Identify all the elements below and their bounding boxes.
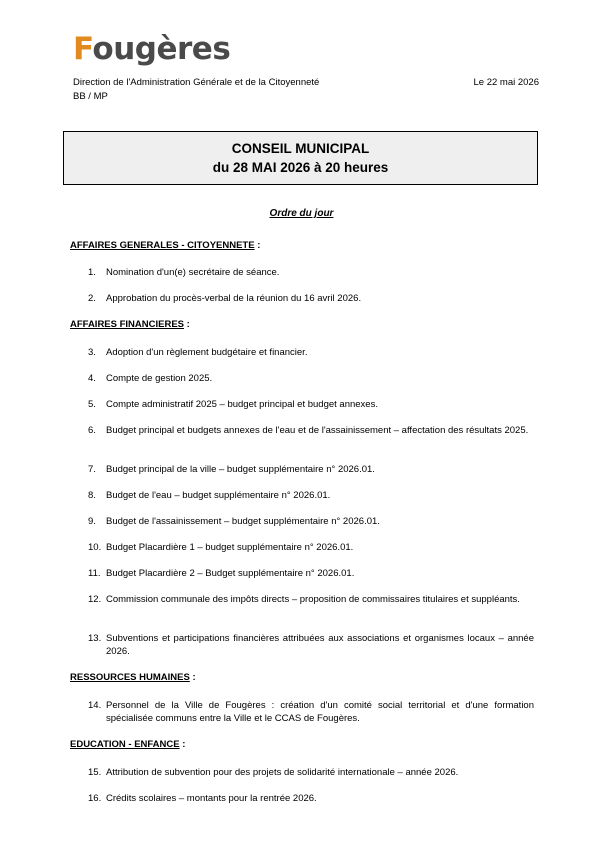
agenda-title: Ordre du jour	[269, 208, 334, 219]
item-number: 16.	[88, 793, 102, 804]
title-box	[63, 131, 538, 185]
section-suffix: :	[189, 672, 196, 683]
document-date: Le 22 mai 2026	[473, 77, 539, 88]
item-number: 6.	[88, 425, 96, 436]
section-heading	[70, 739, 185, 750]
item-number: 10.	[88, 542, 102, 553]
item-text: Compte administratif 2025 – budget principal et budget annexes.	[106, 399, 378, 410]
item-text: Nomination d'un(e) secrétaire de séance.	[106, 267, 280, 278]
item-text: Budget Placardière 2 – Budget supplémentaire n° 2026.01.	[106, 568, 355, 579]
item-text: Commission communale des impôts directs – proposition de commissaires titulaires et suppléants.	[106, 594, 520, 605]
item-text: Approbation du procès-verbal de la réunion du 16 avril 2026.	[106, 293, 362, 304]
fougeres-logo	[73, 30, 230, 68]
title-line-2: du 28 MAI 2026 à 20 heures	[212, 160, 389, 175]
item-text: Personnel de la Ville de Fougères : création d'un comité social territorial et d'une formation spécialisée communs entre la Ville et le CCAS de Fougères.	[106, 700, 534, 724]
header-department-block	[73, 76, 319, 104]
item-text: Crédits scolaires – montants pour la rentrée 2026.	[106, 793, 317, 804]
item-number: 4.	[88, 373, 96, 384]
item-number: 14.	[88, 700, 102, 711]
item-number: 9.	[88, 516, 96, 527]
item-number: 5.	[88, 399, 96, 410]
item-number: 1.	[88, 267, 96, 278]
item-text: Compte de gestion 2025.	[106, 373, 213, 384]
logo-first-letter: F	[73, 31, 93, 67]
item-number: 2.	[88, 293, 96, 304]
department-name: Direction de l'Administration Générale et de la Citoyenneté	[73, 77, 320, 88]
section-suffix: :	[184, 319, 190, 330]
item-text: Attribution de subvention pour des projets de solidarité internationale – année 2026.	[106, 767, 459, 778]
section-suffix: :	[254, 240, 261, 251]
item-text: Budget de l'assainissement – budget supplémentaire n° 2026.01.	[106, 516, 380, 527]
item-number: 15.	[88, 767, 102, 778]
section-heading	[70, 240, 260, 251]
section-suffix: :	[179, 739, 186, 750]
logo-rest: ougères	[92, 31, 231, 67]
section-heading	[70, 319, 190, 330]
item-text: Adoption d'un règlement budgétaire et financier.	[106, 347, 308, 358]
item-text: Budget principal de la ville – budget supplémentaire n° 2026.01.	[106, 464, 375, 475]
author-initials: BB / MP	[73, 91, 108, 102]
item-text: Budget principal et budgets annexes de l'eau et de l'assainissement – affectation des résultats 2025.	[106, 425, 529, 436]
section-label: EDUCATION - ENFANCE	[70, 739, 180, 750]
item-number: 8.	[88, 490, 96, 501]
item-number: 12.	[88, 594, 102, 605]
section-heading	[70, 672, 196, 683]
item-text: Subventions et participations financières attribuées aux associations et organismes locaux – année 2026.	[106, 633, 534, 657]
item-number: 11.	[88, 568, 101, 579]
item-text: Budget Placardière 1 – budget supplémentaire n° 2026.01.	[106, 542, 354, 553]
item-number: 13.	[88, 633, 102, 644]
item-number: 7.	[88, 464, 96, 475]
section-label: AFFAIRES GENERALES - CITOYENNETE	[70, 240, 255, 251]
title-line-1: CONSEIL MUNICIPAL	[231, 141, 370, 156]
item-number: 3.	[88, 347, 96, 358]
item-text: Budget de l'eau – budget supplémentaire n° 2026.01.	[106, 490, 331, 501]
section-label: RESSOURCES HUMAINES	[70, 672, 190, 683]
section-label: AFFAIRES FINANCIERES	[70, 319, 185, 330]
